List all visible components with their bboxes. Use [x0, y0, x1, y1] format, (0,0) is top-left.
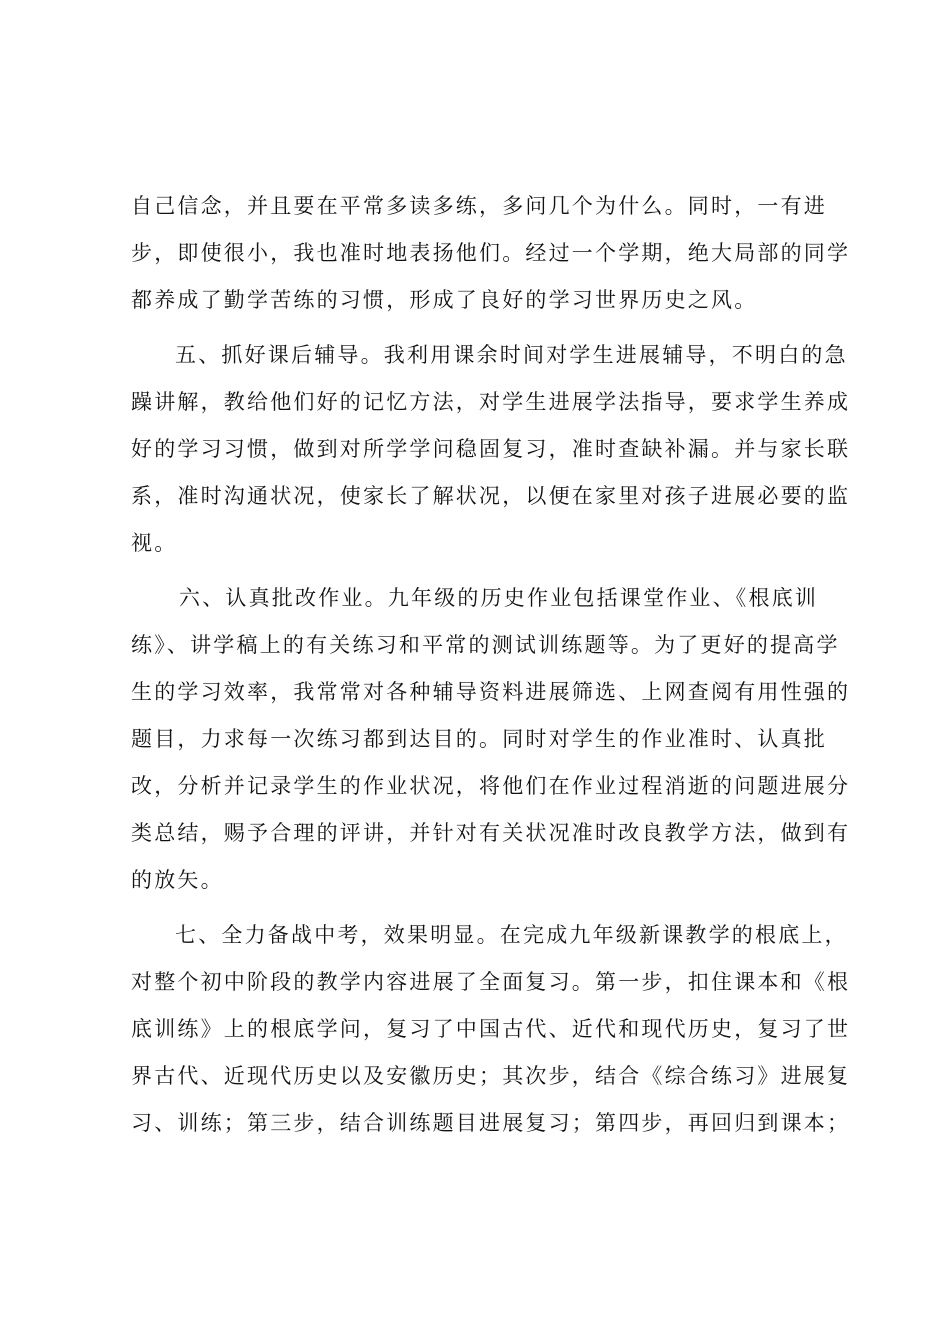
paragraph-gap [131, 904, 831, 912]
paragraph-line: 对整个初中阶段的教学内容进展了全面复习。第一步，扣住课本和《根 [131, 970, 851, 994]
paragraph-line: 好的学习习惯，做到对所学学问稳固复习，准时查缺补漏。并与家长联 [131, 437, 851, 461]
paragraph-line: 类总结，赐予合理的评讲，并针对有关状况准时改良教学方法，做到有 [131, 821, 851, 845]
document-body [131, 183, 851, 1147]
paragraph-line: 改，分析并记录学生的作业状况，将他们在作业过程消逝的问题进展分 [131, 774, 851, 798]
paragraph-seven [131, 912, 851, 1147]
paragraph-line: 生的学习效率，我常常对各种辅导资料进展筛选、上网查阅有用性强的 [131, 680, 851, 704]
paragraph-line: 五、抓好课后辅导。我利用课余时间对学生进展辅导，不明白的急 [175, 343, 848, 367]
paragraph-five [131, 332, 851, 567]
paragraph-gap [131, 324, 831, 332]
paragraph-six [131, 575, 851, 904]
paragraph-line: 视。 [131, 531, 178, 555]
paragraph-line: 七、全力备战中考，效果明显。在完成九年级新课教学的根底上， [175, 923, 848, 947]
paragraph-line: 都养成了勤学苦练的习惯，形成了良好的学习世界历史之风。 [131, 288, 758, 312]
paragraph-line: 自己信念，并且要在平常多读多练，多问几个为什么。同时，一有进 [131, 194, 827, 218]
paragraph-line: 躁讲解，教给他们好的记忆方法，对学生进展学法指导，要求学生养成 [131, 390, 851, 414]
paragraph-line: 六、认真批改作业。九年级的历史作业包括课堂作业、《根底训 [179, 586, 819, 610]
paragraph-line: 步，即使很小，我也准时地表扬他们。经过一个学期，绝大局部的同学 [131, 241, 851, 265]
paragraph-line: 底训练》上的根底学问，复习了中国古代、近代和现代历史，复习了世 [131, 1017, 851, 1041]
paragraph-continuation [131, 183, 851, 324]
paragraph-line: 练》、讲学稿上的有关练习和平常的测试训练题等。为了更好的提高学 [131, 633, 840, 657]
paragraph-line: 题目，力求每一次练习都到达目的。同时对学生的作业准时、认真批 [131, 727, 827, 751]
paragraph-line: 习、训练；第三步，结合训练题目进展复习；第四步，再回归到课本； [131, 1111, 851, 1135]
paragraph-gap [131, 567, 831, 575]
paragraph-line: 的放矢。 [131, 868, 224, 892]
paragraph-line: 系，准时沟通状况，使家长了解状况，以便在家里对孩子进展必要的监 [131, 484, 851, 508]
paragraph-line: 界古代、近现代历史以及安徽历史；其次步，结合《综合练习》进展复 [131, 1064, 851, 1088]
